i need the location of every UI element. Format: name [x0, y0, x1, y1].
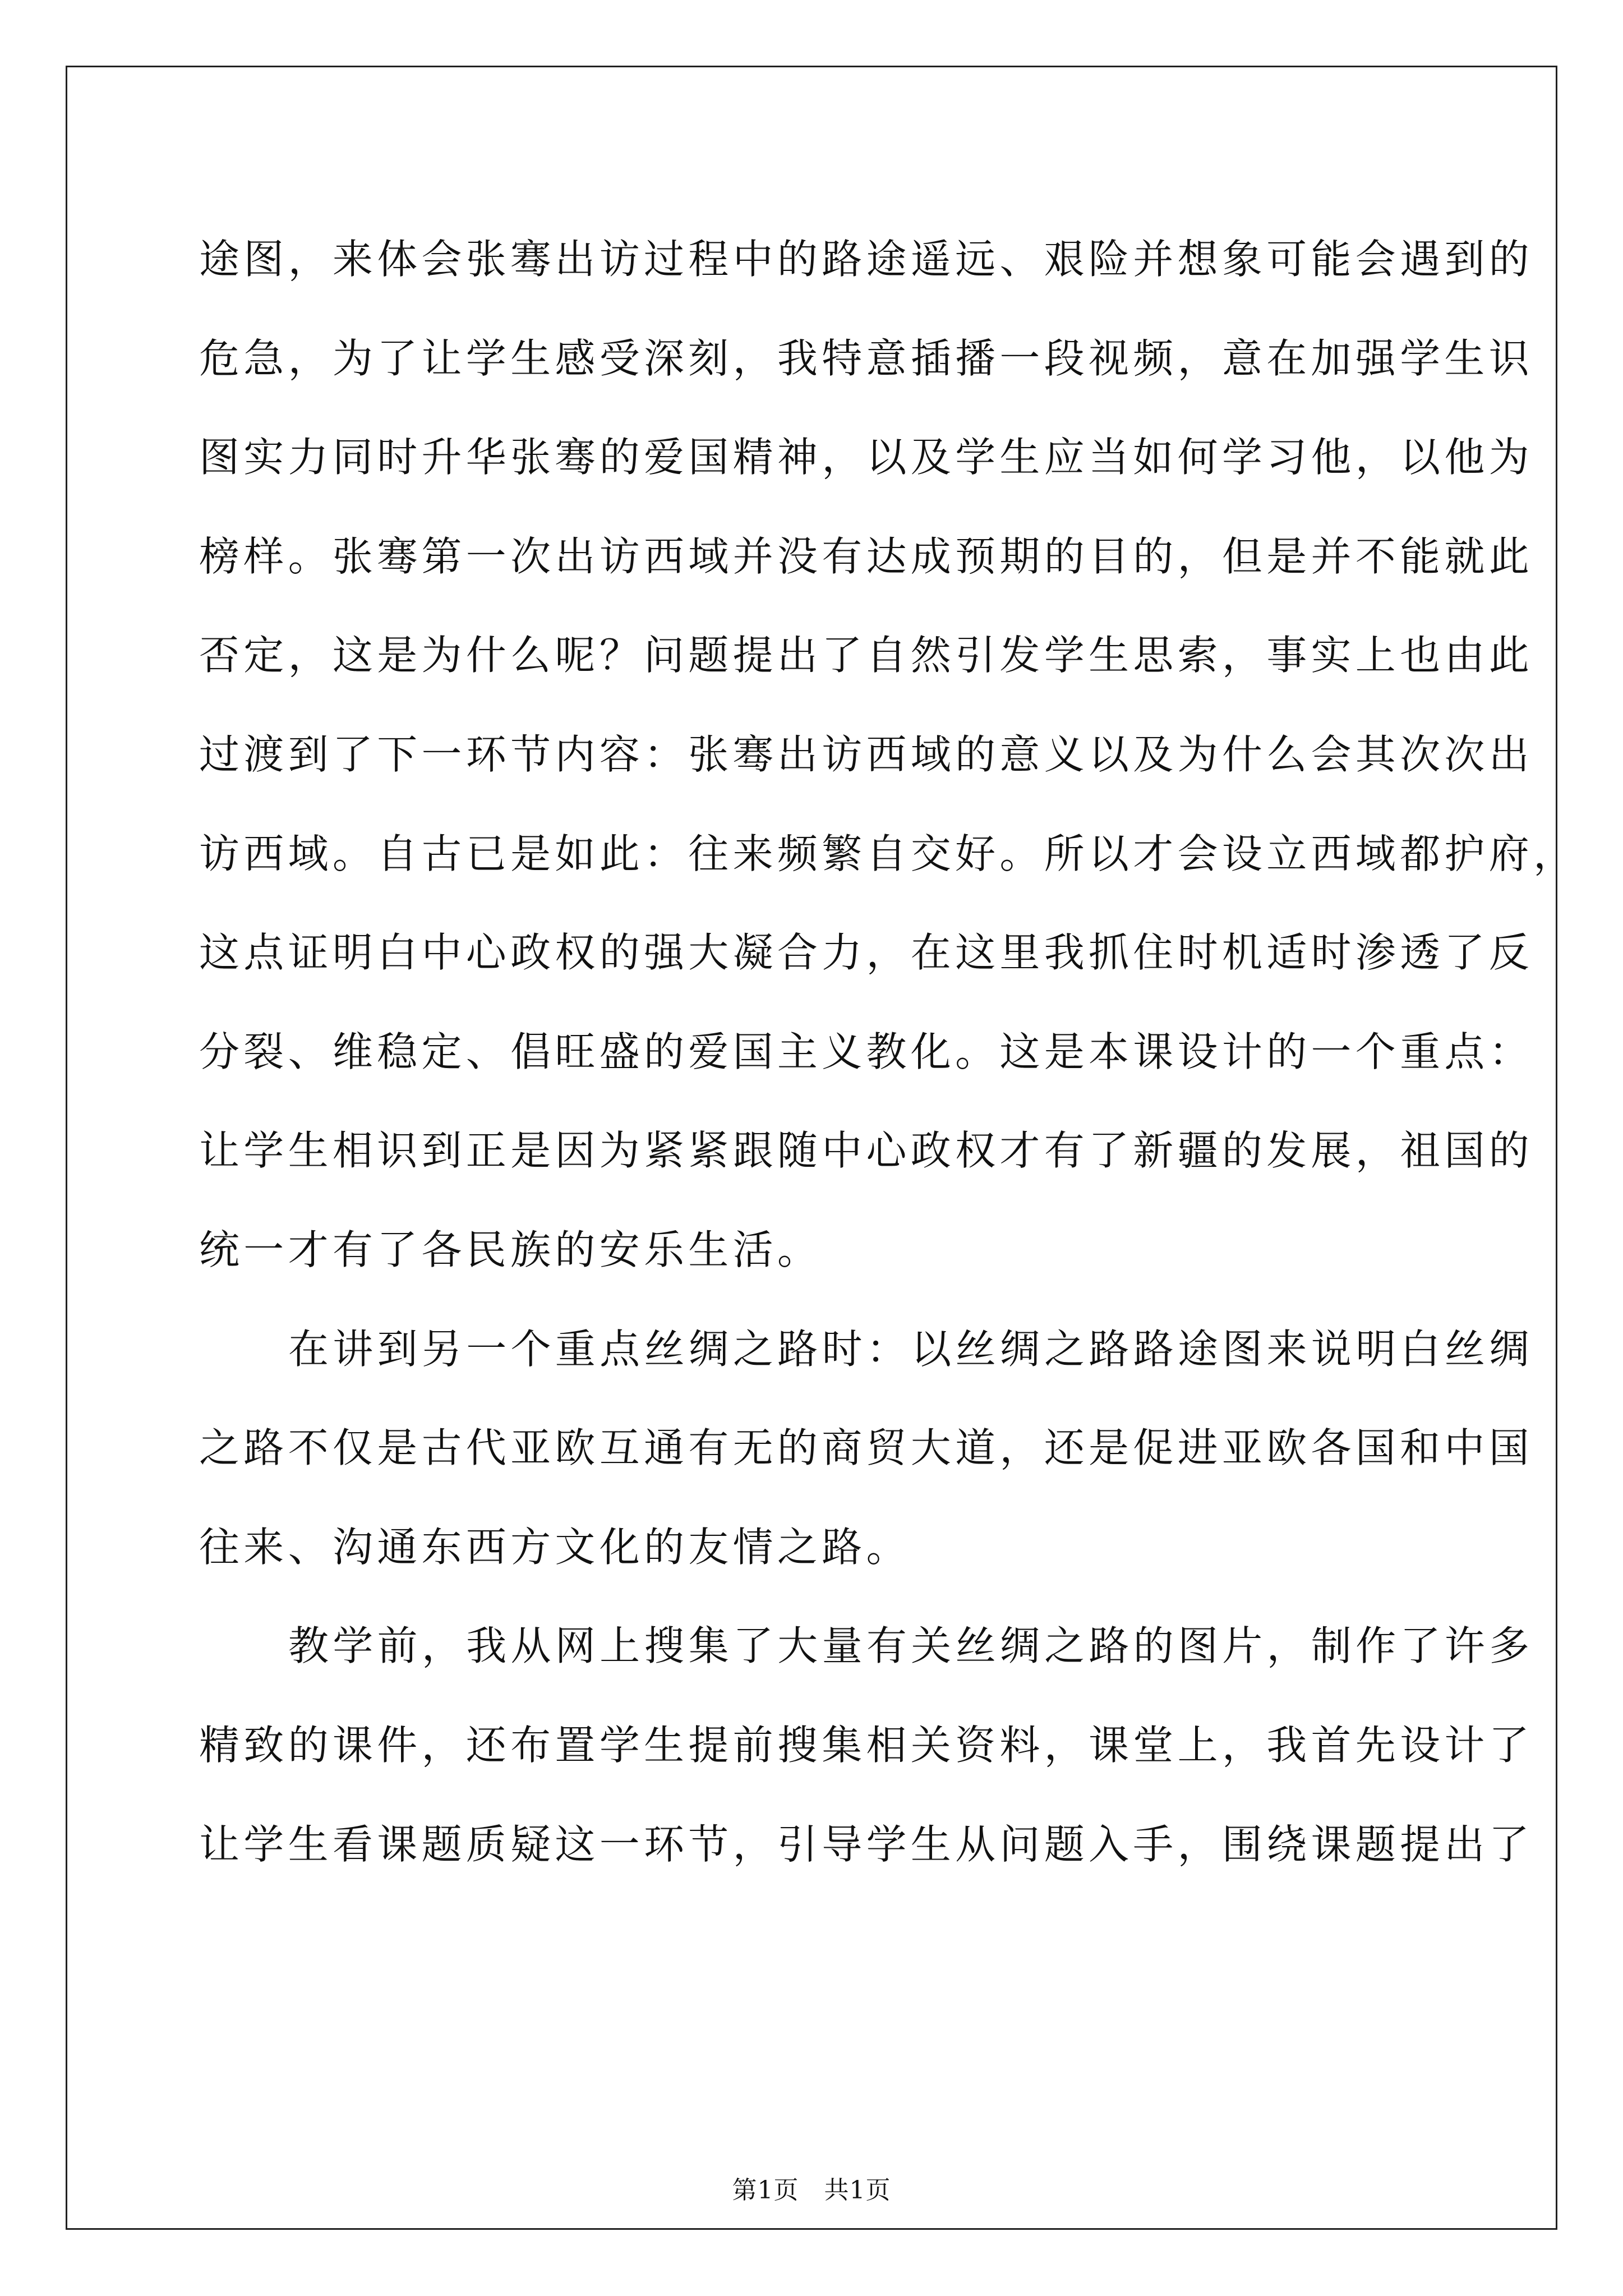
- page-number-footer: 第1页 共1页: [732, 2176, 891, 2205]
- text-line: 图实力同时升华张骞的爱国精神，以及学生应当如何学习他，以他为: [199, 434, 1534, 481]
- text-line: 访西域。自古已是如此：往来频繁自交好。所以才会设立西域都护府，: [199, 830, 1578, 877]
- text-line: 精致的课件，还布置学生提前搜集相关资料，课堂上，我首先设计了: [199, 1721, 1534, 1769]
- text-line: 让学生看课题质疑这一环节，引导学生从问题入手，围绕课题提出了: [199, 1820, 1534, 1868]
- text-line: 过渡到了下一环节内容：张骞出访西域的意义以及为什么会其次次出: [199, 730, 1534, 778]
- text-line: 之路不仅是古代亚欧互通有无的商贸大道，还是促进亚欧各国和中国: [199, 1424, 1534, 1472]
- paragraph-first-line: 教学前，我从网上搜集了大量有关丝绸之路的图片，制作了许多: [288, 1622, 1534, 1670]
- text-line: 途图，来体会张骞出访过程中的路途遥远、艰险并想象可能会遇到的: [199, 236, 1534, 283]
- text-line: 危急，为了让学生感受深刻，我特意插播一段视频，意在加强学生识: [199, 334, 1534, 382]
- text-line: 往来、沟通东西方文化的友情之路。: [199, 1523, 911, 1571]
- text-line: 统一才有了各民族的安乐生活。: [199, 1226, 822, 1273]
- text-line: 榜样。张骞第一次出访西域并没有达成预期的目的，但是并不能就此: [199, 532, 1534, 580]
- text-line: 否定，这是为什么呢？问题提出了自然引发学生思索，事实上也由此: [199, 632, 1534, 679]
- document-body: [199, 210, 1578, 1894]
- text-line: 这点证明白中心政权的强大凝合力，在这里我抓住时机适时渗透了反: [199, 929, 1534, 977]
- text-line: 让学生相识到正是因为紧紧跟随中心政权才有了新疆的发展，祖国的: [199, 1127, 1534, 1175]
- paragraph-first-line: 在讲到另一个重点丝绸之路时：以丝绸之路路途图来说明白丝绸: [288, 1325, 1534, 1373]
- text-line: 分裂、维稳定、倡旺盛的爱国主义教化。这是本课设计的一个重点：: [199, 1028, 1534, 1075]
